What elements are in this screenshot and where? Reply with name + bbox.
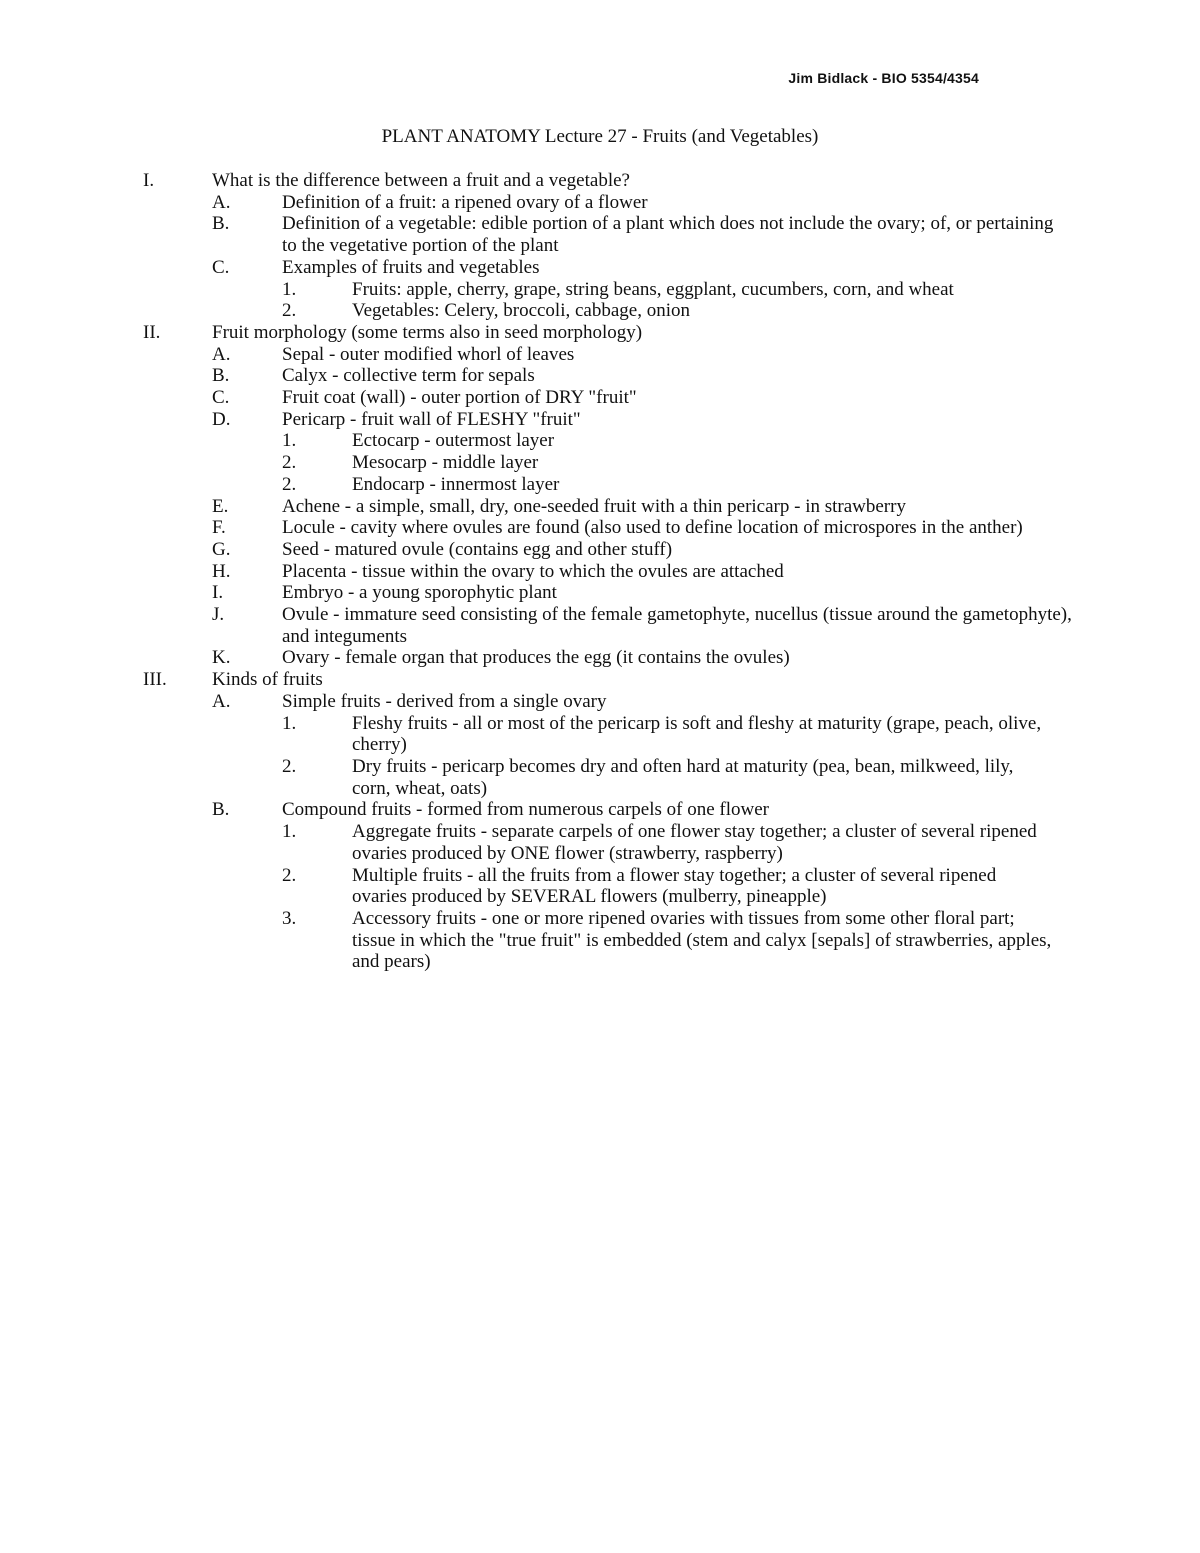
outline-item-text: Fruits: apple, cherry, grape, string beans, eggplant, cucumbers, corn, and wheat <box>352 278 954 300</box>
outline-item-text: Examples of fruits and vegetables <box>282 256 540 278</box>
outline-item-text: Fruit morphology (some terms also in seed morphology) <box>212 321 643 343</box>
outline-item-level-2 <box>0 647 1200 669</box>
outline-item-level-2 <box>0 604 1200 647</box>
outline-item-level-3 <box>0 300 1200 322</box>
outline-item-number: K. <box>212 647 231 669</box>
outline-item-number: 1. <box>282 821 297 843</box>
outline-item-level-2 <box>0 344 1200 366</box>
outline-item-number: H. <box>212 560 231 582</box>
outline-item-number: II. <box>143 321 161 343</box>
outline-item-number: 2. <box>282 473 297 495</box>
outline-item-text: Vegetables: Celery, broccoli, cabbage, onion <box>352 300 691 322</box>
header-author-course: Jim Bidlack - BIO 5354/4354 <box>788 70 979 86</box>
outline-item-number: E. <box>212 495 229 517</box>
outline-item-level-2 <box>0 257 1200 279</box>
outline-item-text: Ovule - immature seed consisting of the female gametophyte, nucellus (tissue around the gametophyte), and integuments <box>282 604 1072 647</box>
outline-item-level-2 <box>0 561 1200 583</box>
outline-item-text: Placenta - tissue within the ovary to which the ovules are attached <box>282 560 784 582</box>
outline-item-level-2 <box>0 387 1200 409</box>
outline-item-number: B. <box>212 365 230 387</box>
outline-item-number: 1. <box>282 278 297 300</box>
outline-item-level-3 <box>0 865 1200 908</box>
outline-item-number: 1. <box>282 430 297 452</box>
outline-item-number: 2. <box>282 864 297 886</box>
outline-item-level-2 <box>0 691 1200 713</box>
outline-item-number: C. <box>212 387 230 409</box>
outline-item-level-2 <box>0 213 1200 256</box>
outline-item-level-2 <box>0 582 1200 604</box>
outline-item-number: A. <box>212 191 231 213</box>
outline-item-text: Seed - matured ovule (contains egg and other stuff) <box>282 538 673 560</box>
outline-item-number: B. <box>212 799 230 821</box>
outline-item-number: J. <box>212 604 225 626</box>
outline-item-number: III. <box>143 669 167 691</box>
outline-item-level-2 <box>0 409 1200 431</box>
outline-item-number: D. <box>212 408 231 430</box>
outline-item-text: Locule - cavity where ovules are found (also used to define location of microspores in the anther) <box>282 517 1023 539</box>
outline-item-text: Fruit coat (wall) - outer portion of DRY "fruit" <box>282 387 637 409</box>
outline-item-text: Ovary - female organ that produces the egg (it contains the ovules) <box>282 647 790 669</box>
outline-item-level-3 <box>0 279 1200 301</box>
page-title: PLANT ANATOMY Lecture 27 - Fruits (and Vegetables) <box>381 126 819 147</box>
outline-item-text: Definition of a vegetable: edible portion of a plant which does not include the ovary; of, or pertaining to the vegetative portion of the plant <box>282 213 1054 257</box>
outline-item-text: What is the difference between a fruit and a vegetable? <box>212 170 630 191</box>
outline-item-text: Multiple fruits - all the fruits from a flower stay together; a cluster of several ripened ovaries produced by SEVERAL flowers (mulberry, pineapple) <box>352 864 997 908</box>
outline-item-text: Kinds of fruits <box>212 669 323 691</box>
lecture-outline <box>0 170 1200 973</box>
outline-item-text: Embryo - a young sporophytic plant <box>282 582 557 604</box>
outline-item-text: Ectocarp - outermost layer <box>352 430 555 452</box>
outline-item-level-3 <box>0 821 1200 864</box>
outline-item-level-2 <box>0 517 1200 539</box>
outline-item-text: Mesocarp - middle layer <box>352 452 539 474</box>
outline-item-number: 2. <box>282 300 297 322</box>
outline-item-text: Compound fruits - formed from numerous carpels of one flower <box>282 799 770 821</box>
outline-item-number: A. <box>212 690 231 712</box>
outline-item-text: Definition of a fruit: a ripened ovary of a flower <box>282 191 648 213</box>
outline-item-level-3 <box>0 452 1200 474</box>
outline-item-text: Sepal - outer modified whorl of leaves <box>282 343 575 365</box>
outline-item-level-2 <box>0 192 1200 214</box>
outline-item-level-3 <box>0 474 1200 496</box>
outline-item-level-2 <box>0 799 1200 821</box>
outline-item-number: 3. <box>282 907 297 929</box>
outline-item-level-1 <box>0 669 1200 691</box>
outline-item-level-2 <box>0 539 1200 561</box>
outline-item-level-3 <box>0 430 1200 452</box>
outline-item-number: 2. <box>282 755 297 777</box>
outline-item-level-3 <box>0 713 1200 756</box>
outline-item-text: Simple fruits - derived from a single ovary <box>282 690 607 712</box>
outline-item-number: 2. <box>282 452 297 474</box>
outline-item-text: Accessory fruits - one or more ripened ovaries with tissues from some other floral part; tissue in which the "true fruit" is embedded (stem and calyx [sepals] of strawberries, apples, and pears) <box>352 907 1052 973</box>
outline-item-level-3 <box>0 756 1200 799</box>
outline-item-level-2 <box>0 496 1200 518</box>
outline-item-level-3 <box>0 908 1200 973</box>
outline-item-number: C. <box>212 256 230 278</box>
outline-item-text: Pericarp - fruit wall of FLESHY "fruit" <box>282 408 581 430</box>
outline-item-number: 1. <box>282 712 297 734</box>
outline-item-text: Aggregate fruits - separate carpels of one flower stay together; a cluster of several ripened ovaries produced by ONE flower (strawberry, raspberry) <box>352 821 1037 864</box>
outline-item-number: G. <box>212 538 231 560</box>
outline-item-level-2 <box>0 365 1200 387</box>
outline-item-text: Dry fruits - pericarp becomes dry and often hard at maturity (pea, bean, milkweed, lily, corn, wheat, oats) <box>352 755 1014 799</box>
outline-item-level-1 <box>0 322 1200 344</box>
outline-item-level-1 <box>0 170 1200 192</box>
outline-item-text: Achene - a simple, small, dry, one-seeded fruit with a thin pericarp - in strawberry <box>282 495 906 517</box>
outline-item-number: F. <box>212 517 226 539</box>
outline-item-number: B. <box>212 213 230 235</box>
outline-item-number: A. <box>212 343 231 365</box>
outline-item-text: Fleshy fruits - all or most of the pericarp is soft and fleshy at maturity (grape, peach, olive, cherry) <box>352 712 1042 756</box>
outline-item-number: I. <box>143 170 155 191</box>
outline-item-number: I. <box>212 582 224 604</box>
outline-item-text: Calyx - collective term for sepals <box>282 365 535 387</box>
outline-item-text: Endocarp - innermost layer <box>352 473 560 495</box>
